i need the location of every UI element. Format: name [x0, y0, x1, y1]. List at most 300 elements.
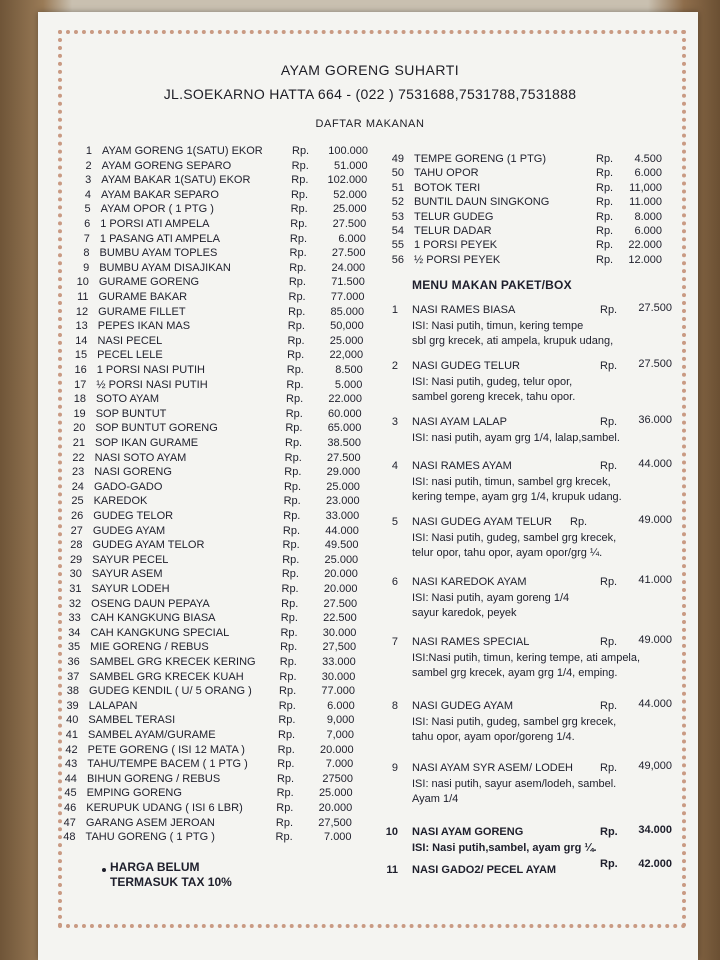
menu-item-name: GUDEG TELOR — [93, 510, 174, 522]
menu-item-number: 26 — [71, 510, 84, 522]
menu-item-rp: Rp. — [280, 626, 298, 639]
paket-item-price: 27.500 — [638, 358, 672, 370]
menu-item-price: 29.000 — [326, 466, 361, 479]
menu-item-price: 22.000 — [328, 393, 363, 406]
menu-item-number: 17 — [74, 378, 87, 391]
menu-item-name: AYAM OPOR ( 1 PTG ) — [100, 203, 214, 216]
menu-item-price: 6.000 — [634, 225, 662, 237]
menu-item-number: 7 — [83, 232, 90, 245]
menu-item-name: GUDEG KENDIL ( U/ 5 ORANG ) — [89, 685, 252, 698]
menu-item-price: 85.000 — [330, 305, 365, 318]
menu-item-rp: Rp. — [275, 831, 293, 844]
menu-item-number: 37 — [67, 670, 80, 683]
paket-item-contents: sbl grg krecek, ati ampela, krupuk udang, — [412, 335, 614, 347]
paket-item-rp: Rp. — [600, 576, 618, 588]
menu-item-name: SAYUR LODEH — [91, 583, 170, 595]
paket-item-contents: ISI: Nasi putih, timun, kering tempe — [412, 320, 584, 332]
menu-item-rp: Rp. — [279, 685, 297, 698]
menu-item-number: 19 — [73, 407, 86, 420]
paket-item-number: 6 — [391, 576, 398, 588]
menu-item-price: 51.000 — [333, 159, 368, 172]
menu-item-name: TEMPE GORENG (1 PTG) — [414, 153, 547, 165]
menu-item-price: 30.000 — [322, 626, 357, 639]
paket-item-contents: kering tempe, ayam grg 1/4, krupuk udang. — [412, 491, 622, 503]
menu-item-number: 21 — [72, 437, 85, 449]
menu-item-number: 35 — [67, 641, 81, 654]
menu-item-price: 7,000 — [326, 729, 354, 741]
menu-item-rp: Rp. — [289, 247, 307, 260]
menu-item-rp: Rp. — [286, 378, 304, 391]
menu-item-number: 12 — [75, 305, 89, 318]
paket-item-contents: ISI: nasi putih, timun, sambel grg krecek, — [412, 476, 611, 488]
menu-item-price: 20.000 — [318, 802, 353, 814]
menu-item-rp: Rp. — [290, 203, 308, 216]
menu-item-number: 29 — [69, 553, 83, 566]
menu-item-rp: Rp. — [286, 364, 304, 376]
menu-item — [0, 224, 720, 238]
menu-item-name: LALAPAN — [88, 699, 138, 712]
paket-item-rp: Rp. — [600, 416, 618, 428]
menu-item-price: 6.000 — [338, 232, 366, 245]
note-bullet — [102, 868, 106, 872]
menu-item-rp: Rp. — [284, 451, 302, 464]
paket-item-contents: ISI: nasi putih, sayur asem/lodeh, sambel. — [412, 778, 617, 790]
menu-item-price: 12.000 — [628, 253, 662, 266]
menu-item-price: 11,000 — [629, 181, 662, 194]
menu-item-price: 25.000 — [324, 553, 359, 566]
menu-item-rp: Rp. — [282, 524, 301, 537]
menu-item — [0, 509, 720, 523]
paket-item-contents: Ayam 1/4 — [412, 793, 459, 805]
menu-item-rp: Rp. — [279, 670, 297, 683]
menu-item-number: 32 — [68, 597, 82, 610]
menu-item-rp: Rp. — [283, 495, 301, 508]
menu-item-number: 36 — [67, 656, 80, 668]
menu-item-rp: Rp. — [285, 407, 303, 420]
paket-item-number: 3 — [391, 416, 398, 428]
menu-item-number: 6 — [84, 218, 91, 230]
menu-item-rp: Rp. — [291, 159, 309, 172]
menu-item — [0, 181, 720, 195]
menu-item-number: 8 — [83, 247, 90, 260]
restaurant-address: JL.SOEKARNO HATTA 664 - (022 ) 7531688,7531788,7531888 — [163, 86, 577, 102]
menu-item-name: PECEL LELE — [97, 349, 163, 362]
menu-item-number: 44 — [64, 772, 77, 785]
menu-item-number: 52 — [391, 196, 404, 209]
menu-item-price: 9,000 — [326, 714, 355, 727]
menu-item-name: GURAME GORENG — [98, 276, 200, 289]
menu-item-rp: Rp. — [596, 210, 614, 223]
menu-item-name: 1 PASANG ATI AMPELA — [99, 232, 220, 245]
menu-item-name: GUDEG AYAM — [92, 524, 166, 537]
menu-item-rp: Rp. — [277, 758, 295, 771]
menu-item-name: GADO-GADO — [93, 480, 163, 493]
menu-item-rp: Rp. — [596, 196, 614, 209]
paket-item-number: 8 — [391, 700, 398, 712]
menu-item-rp: Rp. — [277, 743, 295, 756]
menu-item-price: 20.000 — [324, 568, 358, 581]
paket-item-contents: ISI:Nasi putih, timun, kering tempe, ati ampela, — [412, 652, 641, 664]
menu-item-price: 25.000 — [329, 334, 364, 347]
menu-item-name: SAMBEL GRG KRECEK KERING — [89, 656, 256, 668]
menu-item-name: BUMBU AYAM DISAJIKAN — [99, 261, 231, 274]
menu-item-rp: Rp. — [281, 568, 299, 581]
menu-item-number: 33 — [68, 612, 81, 625]
menu-item-name: GURAME FILLET — [98, 305, 186, 318]
menu-item-name: TAHU OPOR — [414, 167, 479, 180]
menu-item-rp: Rp. — [289, 232, 308, 245]
section-title: DAFTAR MAKANAN — [315, 118, 425, 130]
menu-item-rp: Rp. — [287, 334, 305, 347]
menu-item-price: 50,000 — [330, 320, 364, 333]
paket-item-name: NASI KAREDOK AYAM — [412, 576, 527, 588]
menu-item — [0, 275, 720, 289]
menu-item-name: SAYUR ASEM — [91, 568, 163, 581]
menu-item-rp: Rp. — [283, 510, 301, 522]
paket-item-number: 7 — [391, 636, 398, 648]
menu-item-price: 22.000 — [628, 239, 662, 252]
paket-item-rp: Rp. — [600, 304, 618, 316]
menu-item-number: 3 — [85, 174, 92, 187]
menu-item-rp: Rp. — [290, 218, 308, 230]
menu-item-number: 28 — [70, 539, 83, 552]
tax-note-line1: HARGA BELUM — [110, 860, 200, 874]
menu-item-number: 48 — [63, 831, 76, 844]
menu-item-number: 53 — [391, 210, 404, 223]
menu-item — [0, 152, 720, 166]
menu-item — [0, 378, 720, 392]
menu-item-rp: Rp. — [285, 422, 303, 435]
paket-item-contents: sayur karedok, peyek — [412, 607, 517, 619]
menu-item-price: 27500 — [322, 772, 353, 785]
menu-item-number: 18 — [73, 393, 87, 406]
paket-item-contents: tahu opor, ayam opor/goreng 1/4. — [412, 731, 575, 743]
menu-item-rp: Rp. — [278, 729, 296, 741]
paket-item-price: 27.500 — [638, 302, 672, 314]
menu-item-price: 102.000 — [327, 174, 368, 187]
menu-item-number: 4 — [84, 188, 91, 201]
menu-item-price: 25.000 — [318, 787, 353, 800]
paket-item-contents: sambel grg krecek, ayam grg 1/4, emping. — [412, 667, 618, 679]
menu-item-name: SAMBEL AYAM/GURAME — [88, 729, 216, 741]
paket-item-contents: sambel goreng krecek, tahu opor. — [412, 391, 576, 403]
menu-item-name: NASI GORENG — [94, 466, 172, 479]
menu-item-price: 20.000 — [319, 743, 354, 756]
paket-item-number: 9 — [391, 762, 398, 774]
menu-item-number: 10 — [76, 276, 89, 289]
paket-item-number: 11 — [386, 864, 398, 876]
paket-item-rp: Rp. — [570, 516, 588, 528]
paket-item-name: NASI GUDEG AYAM — [412, 700, 514, 712]
menu-item-rp: Rp. — [596, 167, 614, 180]
menu-item-number: 39 — [66, 699, 79, 712]
menu-item-rp: Rp. — [596, 225, 614, 237]
menu-item-price: 27,500 — [322, 641, 357, 654]
menu-item-number: 45 — [64, 787, 77, 800]
menu-item-rp: Rp. — [287, 320, 305, 333]
menu-item-name: SOP BUNTUT — [95, 407, 167, 420]
menu-item-rp: Rp. — [287, 349, 305, 362]
menu-item-price: 6.000 — [327, 699, 355, 712]
menu-item-name: TELUR GUDEG — [414, 210, 494, 223]
menu-item-number: 15 — [74, 349, 88, 362]
paket-item-name: NASI RAMES SPECIAL — [412, 636, 530, 648]
menu-item-rp: Rp. — [276, 772, 295, 785]
menu-item-number: 49 — [391, 153, 404, 165]
menu-item-number: 38 — [66, 685, 80, 698]
paket-item-name: NASI GADO2/ PECEL AYAM — [412, 864, 557, 876]
menu-item-name: CAH KANGKUNG BIASA — [90, 612, 216, 625]
menu-item-rp: Rp. — [279, 656, 297, 668]
menu-item-number: 56 — [391, 253, 404, 266]
menu-item-name: PETE GORENG ( ISI 12 MATA ) — [87, 743, 245, 756]
menu-item-price: 52.000 — [333, 188, 367, 201]
menu-item-price: 8.500 — [335, 364, 363, 376]
menu-item-rp: Rp. — [284, 466, 302, 479]
menu-item-name: SOP IKAN GURAME — [95, 437, 199, 449]
menu-item — [0, 684, 720, 698]
paket-item-price: 44.000 — [638, 458, 672, 470]
menu-item-rp: Rp. — [278, 714, 296, 727]
menu-item-number: 5 — [84, 203, 91, 216]
paket-item-price: 34.000 — [638, 824, 672, 836]
menu-item-rp: Rp. — [281, 597, 299, 610]
paket-item-rp: Rp. — [600, 636, 618, 648]
paket-item-price: 41.000 — [638, 574, 672, 586]
menu-item-price: 33.000 — [322, 656, 356, 668]
menu-item — [0, 290, 720, 304]
menu-item-number: 50 — [391, 167, 404, 180]
menu-item-price: 27,500 — [318, 816, 352, 829]
menu-item-rp: Rp. — [276, 787, 294, 800]
menu-item-price: 27.500 — [326, 451, 361, 464]
menu-item-price: 11.000 — [629, 196, 662, 209]
paket-item-name: NASI GUDEG AYAM TELUR — [412, 516, 552, 528]
menu-item-number: 11 — [77, 291, 89, 303]
menu-item — [0, 728, 720, 742]
paket-item-name: NASI AYAM LALAP — [412, 416, 507, 428]
paket-item-rp: Rp. — [600, 826, 618, 838]
paket-item-price: 42.000 — [638, 858, 672, 870]
menu-item-number: 20 — [73, 422, 86, 435]
menu-item-price: 33.000 — [325, 510, 360, 522]
menu-item-rp: Rp. — [281, 583, 299, 595]
menu-item-price: 7.000 — [324, 831, 352, 844]
menu-item-number: 25 — [71, 495, 84, 508]
menu-item-number: 1 — [85, 145, 92, 157]
menu-item-name: AYAM BAKAR 1(SATU) EKOR — [101, 174, 251, 187]
menu-item-name: BUMBU AYAM TOPLES — [99, 247, 218, 260]
menu-item-number: 47 — [63, 816, 76, 829]
menu-item-number: 46 — [64, 802, 77, 814]
menu-item-price: 44.000 — [325, 524, 359, 537]
menu-item-name: 1 PORSI ATI AMPELA — [100, 218, 210, 230]
menu-item-number: 2 — [85, 159, 92, 172]
menu-item-name: BOTOK TERI — [414, 181, 481, 194]
menu-item-number: 24 — [71, 480, 84, 493]
menu-item-name: ½ PORSI NASI PUTIH — [96, 378, 208, 391]
paket-item-number: 4 — [391, 460, 398, 472]
tax-note — [110, 860, 232, 890]
menu-item-price: 77.000 — [330, 291, 365, 303]
menu-item-number: 30 — [69, 568, 82, 581]
paket-item-rp: Rp. — [600, 360, 618, 372]
menu-item-number: 27 — [70, 524, 83, 537]
menu-item-price: 22,000 — [329, 349, 364, 362]
menu-item-name: AYAM BAKAR SEPARO — [100, 188, 219, 201]
menu-item-number: 42 — [65, 743, 78, 756]
menu-item-rp: Rp. — [288, 276, 306, 289]
menu-item-name: CAH KANGKUNG SPECIAL — [90, 626, 230, 639]
paket-item-name: NASI RAMES BIASA — [412, 304, 516, 316]
menu-item-rp: Rp. — [285, 437, 303, 449]
menu-item-price: 5.000 — [334, 378, 363, 391]
menu-item-number: 51 — [391, 181, 404, 194]
menu-item-price: 30.000 — [321, 670, 356, 683]
paket-item-rp: Rp. — [600, 460, 618, 472]
menu-item-number: 43 — [65, 758, 78, 771]
paket-item-rp: Rp. — [600, 700, 618, 712]
menu-item-price: 25.000 — [326, 480, 360, 493]
menu-item-price: 27.500 — [331, 247, 366, 260]
menu-item — [0, 319, 720, 333]
paket-item-name: NASI AYAM SYR ASEM/ LODEH — [412, 762, 573, 774]
paket-item-name: NASI AYAM GORENG — [412, 826, 524, 838]
menu-item-rp: Rp. — [280, 641, 298, 654]
menu-item-rp: Rp. — [288, 291, 306, 303]
paket-item-number: 1 — [391, 304, 398, 316]
paket-item-contents: ISI: Nasi putih, ayam goreng 1/4 — [412, 592, 570, 604]
menu-item-rp: Rp. — [596, 239, 614, 252]
menu-item-price: 22.500 — [323, 612, 357, 625]
menu-item — [0, 801, 720, 815]
menu-item-rp: Rp. — [278, 699, 296, 712]
paket-item-price: 44.000 — [638, 698, 672, 710]
paket-item-number: 10 — [385, 826, 398, 838]
menu-item-price: 24.000 — [331, 261, 366, 274]
menu-item-price: 20.000 — [323, 583, 358, 595]
menu-item — [0, 238, 720, 252]
menu-item-price: 60.000 — [328, 407, 362, 420]
menu-item-number: 14 — [75, 334, 88, 347]
menu-item-rp: Rp. — [596, 181, 614, 194]
menu-item-name: GARANG ASEM JEROAN — [85, 816, 215, 829]
menu-item-price: 7.000 — [325, 758, 354, 771]
menu-item-rp: Rp. — [292, 145, 310, 157]
menu-item-rp: Rp. — [596, 253, 614, 266]
menu-item-number: 41 — [65, 729, 78, 741]
menu-item-name: SAYUR PECEL — [92, 553, 169, 566]
menu-item-number: 9 — [83, 261, 90, 274]
paket-item-contents: ISI: nasi putih, ayam grg 1/4, lalap,sambel. — [412, 432, 620, 444]
menu-item-name: SOP BUNTUT GORENG — [95, 422, 218, 435]
menu-item-price: 49.500 — [324, 539, 359, 552]
paket-item-price: 36.000 — [638, 414, 672, 426]
menu-item-price: 27.500 — [332, 218, 367, 230]
paket-item-number: 5 — [391, 516, 398, 528]
menu-item-rp: Rp. — [283, 480, 302, 493]
menu-item-number: 31 — [69, 583, 82, 595]
menu-item-number: 13 — [75, 320, 88, 333]
menu-item-price: 27.500 — [323, 597, 358, 610]
menu-item — [0, 392, 720, 406]
paket-item-contents: ISI: Nasi putih, gudeg, sambel grg krecek, — [412, 532, 617, 544]
menu-item-price: 77.000 — [321, 685, 356, 698]
menu-item-name: NASI PECEL — [97, 334, 163, 347]
menu-item-rp: Rp. — [286, 393, 304, 406]
menu-item-number: 22 — [72, 451, 85, 464]
menu-item-price: 38.500 — [327, 437, 361, 449]
menu-item-name: SAMBEL GRG KRECEK KUAH — [89, 670, 244, 683]
menu-item-name: TAHU/TEMPE BACEM ( 1 PTG ) — [87, 758, 248, 771]
menu-item-number: 23 — [72, 466, 85, 479]
menu-item — [0, 597, 720, 611]
paket-item-name: NASI GUDEG TELUR — [412, 360, 520, 372]
menu-item-rp: Rp. — [282, 553, 300, 566]
menu-item-name: TAHU GORENG ( 1 PTG ) — [85, 831, 215, 844]
menu-item-rp: Rp. — [291, 174, 309, 187]
menu-item-number: 55 — [391, 239, 404, 252]
menu-item-name: SOTO AYAM — [96, 393, 160, 406]
menu-item-name: KAREDOK — [93, 495, 148, 508]
menu-item-name: MIE GORENG / REBUS — [90, 641, 209, 654]
menu-item-name: SAMBEL TERASI — [88, 714, 176, 727]
paket-item-contents: ISI: Nasi putih,sambel, ayam grg ¼. — [412, 842, 597, 854]
menu-item-rp: Rp. — [289, 261, 307, 274]
paket-item-rp: Rp. — [600, 858, 618, 870]
tax-note-line2: TERMASUK TAX 10% — [110, 875, 232, 889]
menu-item-name: 1 PORSI PEYEK — [414, 239, 498, 252]
paket-item-contents: ISI: Nasi putih, gudeg, sambel grg krecek, — [412, 716, 617, 728]
paket-item-price: 49,000 — [638, 760, 672, 772]
paket-title: MENU MAKAN PAKET/BOX — [412, 278, 572, 292]
menu-item-price: 71.500 — [331, 276, 365, 289]
menu-item-rp: Rp. — [290, 188, 309, 201]
paket-item-contents: ISI: Nasi putih, gudeg, telur opor, — [412, 376, 573, 388]
menu-item — [0, 611, 720, 625]
menu-item-rp: Rp. — [288, 305, 306, 318]
paket-item-price: 49.000 — [638, 514, 672, 526]
menu-item — [0, 553, 720, 567]
paket-item-contents: telur opor, tahu opor, ayam opor/grg ¼. — [412, 547, 603, 559]
menu-item-name: ½ PORSI PEYEK — [414, 253, 501, 266]
menu-item-name: 1 PORSI NASI PUTIH — [96, 364, 205, 376]
menu-item — [0, 253, 720, 267]
menu-item-number: 40 — [66, 714, 79, 727]
menu-item-name: KERUPUK UDANG ( ISI 6 LBR) — [86, 802, 243, 814]
menu-item-name: GURAME BAKAR — [98, 291, 188, 303]
menu-item — [0, 166, 720, 180]
paket-item-name: NASI RAMES AYAM — [412, 460, 512, 472]
menu-item-rp: Rp. — [282, 539, 300, 552]
menu-item-name: BUNTIL DAUN SINGKONG — [414, 196, 550, 209]
menu-item-name: GUDEG AYAM TELOR — [92, 539, 205, 552]
menu-item-name: TELUR DADAR — [414, 225, 492, 237]
menu-item-rp: Rp. — [275, 816, 294, 829]
menu-item-number: 34 — [68, 626, 81, 639]
menu-item — [0, 743, 720, 757]
menu-item — [0, 195, 720, 209]
menu-item-number: 54 — [391, 225, 404, 237]
menu-item-rp: Rp. — [276, 802, 294, 814]
menu-item-price: 25.000 — [332, 203, 367, 216]
paket-item-rp: Rp. — [600, 762, 618, 774]
restaurant-name: AYAM GORENG SUHARTI — [280, 62, 460, 78]
menu-item-rp: Rp. — [280, 612, 298, 625]
menu-item-rp: Rp. — [596, 153, 614, 165]
menu-item-name: OSENG DAUN PEPAYA — [91, 597, 210, 610]
menu-item-name: BIHUN GORENG / REBUS — [86, 772, 221, 785]
